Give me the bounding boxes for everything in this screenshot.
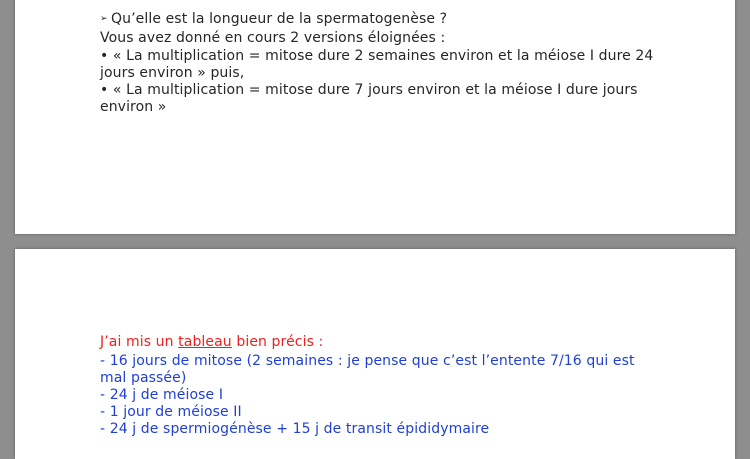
document-page-2 (15, 249, 735, 459)
answer-heading-prefix: J’ai mis un (100, 334, 179, 350)
version1-line1: • « La multiplication = mitose dure 2 semaines environ et la méiose I dure 24 (100, 48, 654, 64)
intro-text: Vous avez donné en cours 2 versions éloignées : (100, 30, 446, 46)
version2-line1: • « La multiplication = mitose dure 7 jours environ et la méiose I dure jours (100, 82, 638, 98)
version1-line2: jours environ » puis, (100, 65, 245, 81)
arrow-bullet-icon: ➢ (100, 14, 108, 24)
document-page-1 (15, 0, 735, 234)
item1-line2: mal passée) (100, 370, 187, 386)
item1-line1: - 16 jours de mitose (2 semaines : je pense que c’est l’entente 7/16 qui est (100, 353, 635, 369)
item3: - 1 jour de méiose II (100, 404, 242, 420)
answer-heading-suffix: bien précis : (231, 334, 324, 350)
tableau-link[interactable]: tableau (178, 334, 232, 350)
version2-line2: environ » (100, 99, 167, 115)
question-text: Qu’elle est la longueur de la spermatogenèse ? (111, 11, 448, 27)
item4: - 24 j de spermiogénèse + 15 j de transit épididymaire (100, 421, 490, 437)
answer-heading (100, 334, 323, 351)
item2: - 24 j de méiose I (100, 387, 224, 403)
question-line (100, 11, 447, 28)
